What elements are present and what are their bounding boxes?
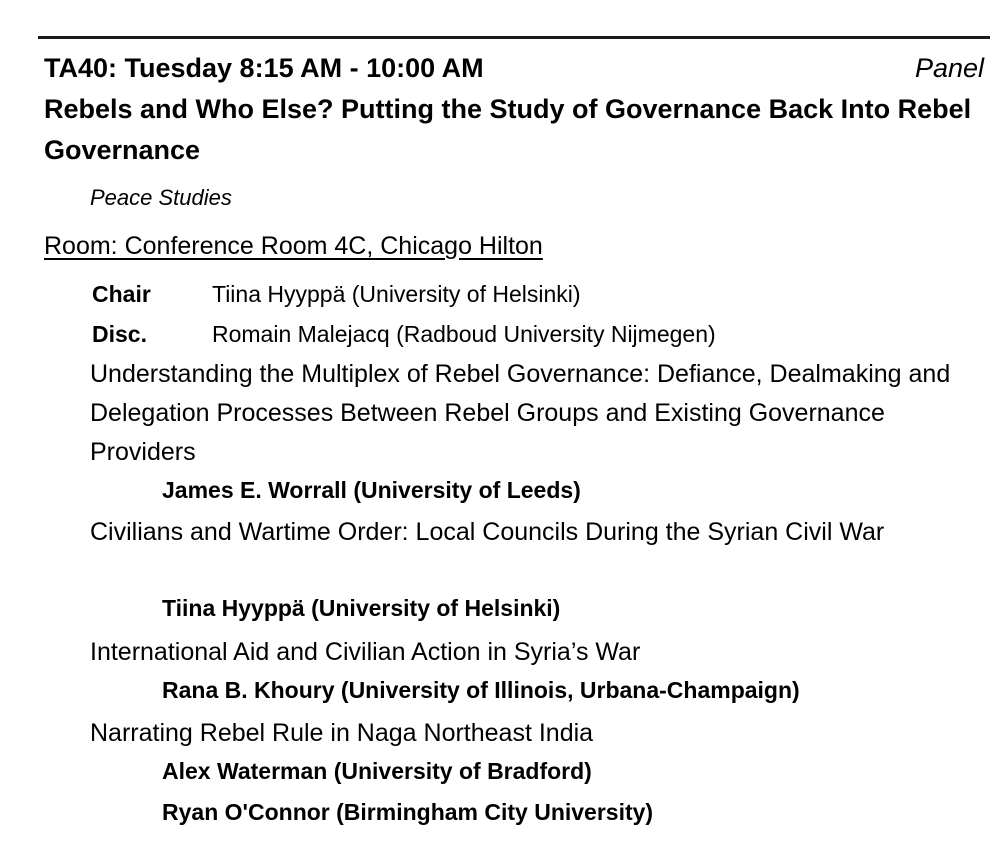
paper-author: Alex Waterman (University of Bradford) [162, 758, 592, 784]
room-location: Room: Conference Room 4C, Chicago Hilton [44, 232, 543, 260]
chair-label: Chair [92, 281, 151, 307]
section-name: Peace Studies [90, 185, 232, 210]
discussant-row [92, 316, 716, 352]
chair-row [92, 276, 581, 312]
session-header [44, 50, 984, 86]
paper-author: James E. Worrall (University of Leeds) [162, 477, 581, 503]
session-type: Panel [914, 53, 984, 83]
discussant-label: Disc. [92, 321, 147, 347]
chair-person: Tiina Hyyppä (University of Helsinki) [212, 281, 581, 307]
paper-title: Narrating Rebel Rule in Naga Northeast India [90, 719, 594, 747]
paper-author: Ryan O'Connor (Birmingham City University) [162, 799, 654, 825]
panel-title: Rebels and Who Else? Putting the Study of Governance Back Into Rebel Governance [44, 94, 972, 165]
paper-title: Civilians and Wartime Order: Local Councils During the Syrian Civil War [90, 518, 885, 546]
paper-author: Tiina Hyyppä (University of Helsinki) [162, 595, 561, 621]
paper-author: Rana B. Khoury (University of Illinois, Urbana-Champaign) [162, 677, 800, 703]
discussant-person: Romain Malejacq (Radboud University Nijmegen) [212, 321, 716, 347]
session-code-time: TA40: Tuesday 8:15 AM - 10:00 AM [44, 53, 484, 83]
top-rule [38, 36, 990, 39]
paper-title: International Aid and Civilian Action in Syria’s War [90, 638, 641, 666]
paper-title: Understanding the Multiplex of Rebel Governance: Defiance, Dealmaking and Delegation Processes Between Rebel Groups and Existing Governance Providers [90, 360, 951, 466]
